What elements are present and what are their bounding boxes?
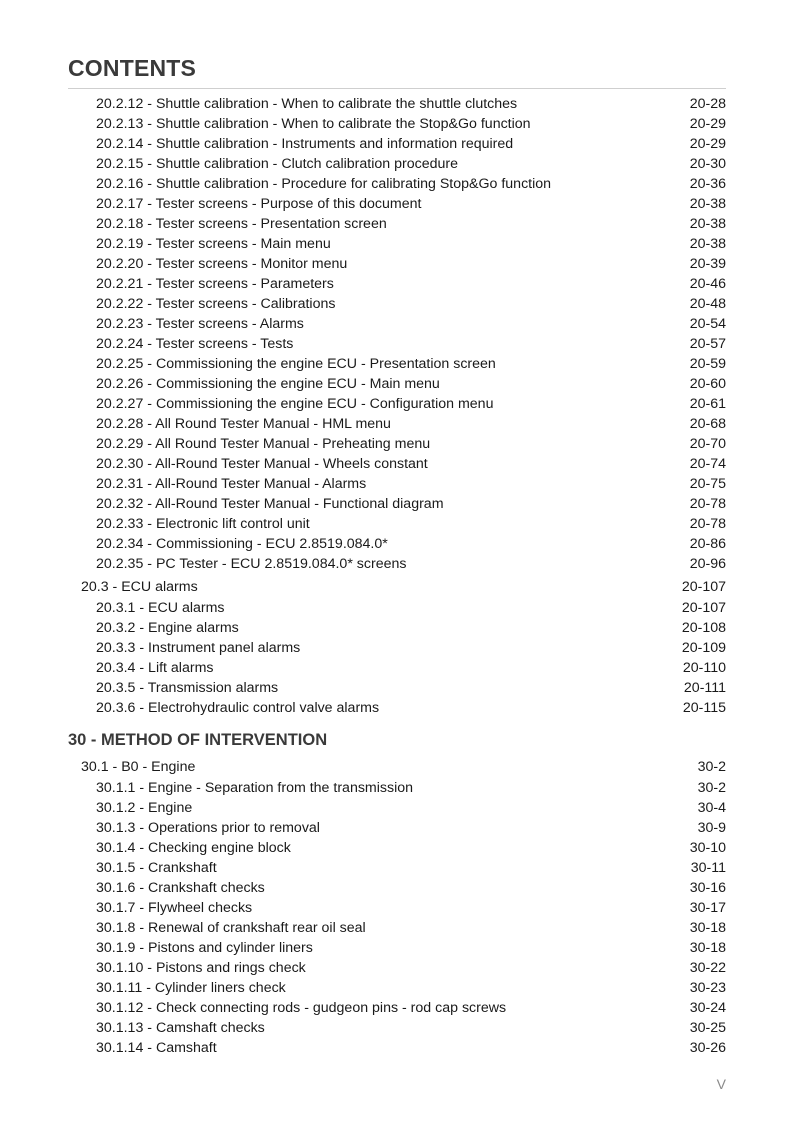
toc-entry[interactable] <box>0 214 794 234</box>
toc-entry[interactable] <box>0 194 794 214</box>
toc-entry-page: 20-111 <box>683 680 726 696</box>
toc-entry-title: 30.1.13 - Camshaft checks <box>96 1020 265 1036</box>
toc-entry-title: 30.1.1 - Engine - Separation from the transmission <box>96 780 414 796</box>
toc-entry-page: 30-4 <box>697 800 726 816</box>
toc-entry-page: 20-61 <box>689 396 726 412</box>
toc-entry[interactable] <box>0 294 794 314</box>
toc-entry-title: 30.1.10 - Pistons and rings check <box>96 960 306 976</box>
toc-entry[interactable] <box>0 858 794 878</box>
toc-entry-title: 30.1 - B0 - Engine <box>81 759 196 775</box>
toc-entry-page: 30-11 <box>690 860 726 876</box>
toc-entry-page: 30-25 <box>689 1020 726 1036</box>
toc-entry[interactable] <box>0 94 794 114</box>
toc-entry-title: 20.2.35 - PC Tester - ECU 2.8519.084.0* screens <box>96 556 407 572</box>
toc-entry-page: 20-38 <box>689 196 726 212</box>
toc-entry-title: 30.1.5 - Crankshaft <box>96 860 217 876</box>
toc-entry-title: 20.2.19 - Tester screens - Main menu <box>96 236 331 252</box>
toc-entry[interactable] <box>0 454 794 474</box>
toc-entry[interactable] <box>0 698 794 718</box>
toc-entry[interactable] <box>0 394 794 414</box>
toc-entry[interactable] <box>0 254 794 274</box>
toc-entry-title: 30.1.12 - Check connecting rods - gudgeon pins - rod cap screws <box>96 1000 507 1016</box>
toc-entry-page: 30-17 <box>689 900 726 916</box>
toc-entry-page: 20-48 <box>689 296 726 312</box>
toc-entry[interactable] <box>0 878 794 898</box>
toc-entry-page: 20-75 <box>689 476 726 492</box>
toc-entry[interactable] <box>0 978 794 998</box>
toc-entry-title: 20.2.22 - Tester screens - Calibrations <box>96 296 336 312</box>
toc-entry[interactable] <box>0 374 794 394</box>
toc-entry-title: 20.2.21 - Tester screens - Parameters <box>96 276 334 292</box>
toc-entry-page: 20-110 <box>682 660 726 676</box>
toc-entry-page: 20-28 <box>689 96 726 112</box>
toc-entry-page: 20-70 <box>689 436 726 452</box>
toc-entry-page: 20-29 <box>689 116 726 132</box>
toc-entry-page: 20-36 <box>689 176 726 192</box>
toc-entry-title: 20.3.1 - ECU alarms <box>96 600 225 616</box>
toc-entry[interactable] <box>0 554 794 574</box>
toc-entry[interactable] <box>0 618 794 638</box>
toc-entry-page: 20-30 <box>689 156 726 172</box>
toc-entry-title: 20.2.16 - Shuttle calibration - Procedure for calibrating Stop&Go function <box>96 176 552 192</box>
toc-entry[interactable] <box>0 638 794 658</box>
toc-entry[interactable] <box>0 778 794 798</box>
toc-entry-title: 30.1.4 - Checking engine block <box>96 840 291 856</box>
toc-entry-title: 20.2.18 - Tester screens - Presentation screen <box>96 216 387 232</box>
toc-entry-page: 20-74 <box>689 456 726 472</box>
chapter-heading: 30 - METHOD OF INTERVENTION <box>68 731 328 749</box>
toc-entry-title: 20.2.31 - All-Round Tester Manual - Alarms <box>96 476 367 492</box>
toc-entry[interactable] <box>0 938 794 958</box>
toc-entry-title: 20.2.25 - Commissioning the engine ECU - Presentation screen <box>96 356 496 372</box>
toc-entry-page: 20-38 <box>689 236 726 252</box>
toc-entry[interactable] <box>0 998 794 1018</box>
toc-entry[interactable] <box>0 798 794 818</box>
toc-entry-page: 30-18 <box>689 940 726 956</box>
toc-entry-title: 20.3.3 - Instrument panel alarms <box>96 640 301 656</box>
toc-entry-page: 20-54 <box>689 316 726 332</box>
toc-entry[interactable] <box>0 494 794 514</box>
toc-entry[interactable] <box>0 154 794 174</box>
toc-entry[interactable] <box>0 134 794 154</box>
toc-entry-page: 30-23 <box>689 980 726 996</box>
toc-entry-title: 20.2.29 - All Round Tester Manual - Preheating menu <box>96 436 431 452</box>
table-of-contents <box>0 94 794 1058</box>
toc-entry-title: 20.3.5 - Transmission alarms <box>96 680 279 696</box>
toc-entry[interactable] <box>0 678 794 698</box>
toc-entry[interactable] <box>0 1038 794 1058</box>
toc-entry-title: 20.2.32 - All-Round Tester Manual - Functional diagram <box>96 496 444 512</box>
toc-entry-page: 20-108 <box>681 620 726 636</box>
toc-entry[interactable] <box>0 534 794 554</box>
toc-entry-title: 30.1.7 - Flywheel checks <box>96 900 253 916</box>
toc-entry[interactable] <box>0 958 794 978</box>
toc-entry-page: 20-29 <box>689 136 726 152</box>
toc-entry-page: 30-2 <box>697 780 726 796</box>
toc-entry-title: 20.2.13 - Shuttle calibration - When to calibrate the Stop&Go function <box>96 116 531 132</box>
toc-entry-page: 20-78 <box>689 516 726 532</box>
page-title: CONTENTS <box>68 55 197 81</box>
toc-entry-page: 30-16 <box>689 880 726 896</box>
toc-entry-page: 20-107 <box>681 579 726 595</box>
toc-entry-page: 20-78 <box>689 496 726 512</box>
toc-entry[interactable] <box>0 174 794 194</box>
toc-entry-title: 20.2.33 - Electronic lift control unit <box>96 516 310 532</box>
toc-entry-title: 30.1.11 - Cylinder liners check <box>96 980 286 996</box>
toc-entry-page: 20-109 <box>681 640 726 656</box>
toc-entry-title: 30.1.8 - Renewal of crankshaft rear oil seal <box>96 920 366 936</box>
toc-entry[interactable] <box>0 838 794 858</box>
toc-entry-title: 30.1.6 - Crankshaft checks <box>96 880 265 896</box>
toc-entry[interactable] <box>0 414 794 434</box>
toc-entry-page: 20-46 <box>689 276 726 292</box>
toc-entry[interactable] <box>0 314 794 334</box>
toc-entry-page: 30-18 <box>689 920 726 936</box>
toc-entry-page: 30-9 <box>697 820 726 836</box>
toc-entry-page: 30-22 <box>689 960 726 976</box>
toc-entry-page: 20-59 <box>689 356 726 372</box>
toc-entry-title: 30.1.3 - Operations prior to removal <box>96 820 320 836</box>
toc-section-entry[interactable] <box>0 576 794 598</box>
page-number: V <box>716 1076 726 1092</box>
toc-entry-page: 30-24 <box>689 1000 726 1016</box>
toc-entry[interactable] <box>0 918 794 938</box>
toc-entry-page: 20-60 <box>689 376 726 392</box>
toc-group-20-2 <box>0 94 794 574</box>
toc-entry[interactable] <box>0 898 794 918</box>
toc-entry-title: 30.1.9 - Pistons and cylinder liners <box>96 940 313 956</box>
toc-entry[interactable] <box>0 1018 794 1038</box>
toc-entry[interactable] <box>0 334 794 354</box>
toc-entry-title: 20.2.27 - Commissioning the engine ECU - Configuration menu <box>96 396 494 412</box>
toc-entry-page: 30-2 <box>697 759 726 775</box>
toc-section-entry[interactable] <box>0 756 794 778</box>
toc-entry-page: 20-38 <box>689 216 726 232</box>
toc-entry-title: 30.1.14 - Camshaft <box>96 1040 217 1056</box>
toc-entry-title: 20.3.6 - Electrohydraulic control valve alarms <box>96 700 380 716</box>
toc-entry[interactable] <box>0 234 794 254</box>
toc-entry-title: 20.3.4 - Lift alarms <box>96 660 214 676</box>
toc-entry-title: 20.3 - ECU alarms <box>81 579 198 595</box>
toc-entry[interactable] <box>0 114 794 134</box>
toc-entry[interactable] <box>0 818 794 838</box>
toc-entry-title: 20.2.30 - All-Round Tester Manual - Wheels constant <box>96 456 428 472</box>
toc-entry[interactable] <box>0 514 794 534</box>
toc-group-20-3 <box>0 576 794 718</box>
toc-entry-title: 20.2.34 - Commissioning - ECU 2.8519.084.0* <box>96 536 388 552</box>
title-divider <box>68 88 726 89</box>
toc-entry[interactable] <box>0 598 794 618</box>
toc-entry[interactable] <box>0 474 794 494</box>
toc-entry-title: 20.2.28 - All Round Tester Manual - HML menu <box>96 416 391 432</box>
toc-entry[interactable] <box>0 354 794 374</box>
toc-entry-title: 20.2.12 - Shuttle calibration - When to calibrate the shuttle clutches <box>96 96 518 112</box>
toc-entry-page: 20-96 <box>689 556 726 572</box>
toc-entry-title: 20.2.26 - Commissioning the engine ECU - Main menu <box>96 376 440 392</box>
toc-entry-title: 20.3.2 - Engine alarms <box>96 620 239 636</box>
toc-entry-page: 30-10 <box>689 840 726 856</box>
toc-entry-title: 20.2.20 - Tester screens - Monitor menu <box>96 256 348 272</box>
toc-entry-page: 20-86 <box>689 536 726 552</box>
toc-group-30-1 <box>0 756 794 1058</box>
toc-entry[interactable] <box>0 274 794 294</box>
toc-entry-page: 20-39 <box>689 256 726 272</box>
toc-entry-page: 30-26 <box>689 1040 726 1056</box>
toc-entry-title: 20.2.24 - Tester screens - Tests <box>96 336 294 352</box>
toc-entry[interactable] <box>0 658 794 678</box>
toc-entry-title: 20.2.14 - Shuttle calibration - Instruments and information required <box>96 136 514 152</box>
toc-entry[interactable] <box>0 434 794 454</box>
toc-entry-page: 20-68 <box>689 416 726 432</box>
toc-entry-title: 20.2.15 - Shuttle calibration - Clutch calibration procedure <box>96 156 458 172</box>
toc-entry-title: 20.2.23 - Tester screens - Alarms <box>96 316 304 332</box>
toc-entry-title: 30.1.2 - Engine <box>96 800 193 816</box>
toc-entry-title: 20.2.17 - Tester screens - Purpose of this document <box>96 196 422 212</box>
toc-entry-page: 20-57 <box>689 336 726 352</box>
toc-entry-page: 20-115 <box>682 700 726 716</box>
toc-entry-page: 20-107 <box>681 600 726 616</box>
